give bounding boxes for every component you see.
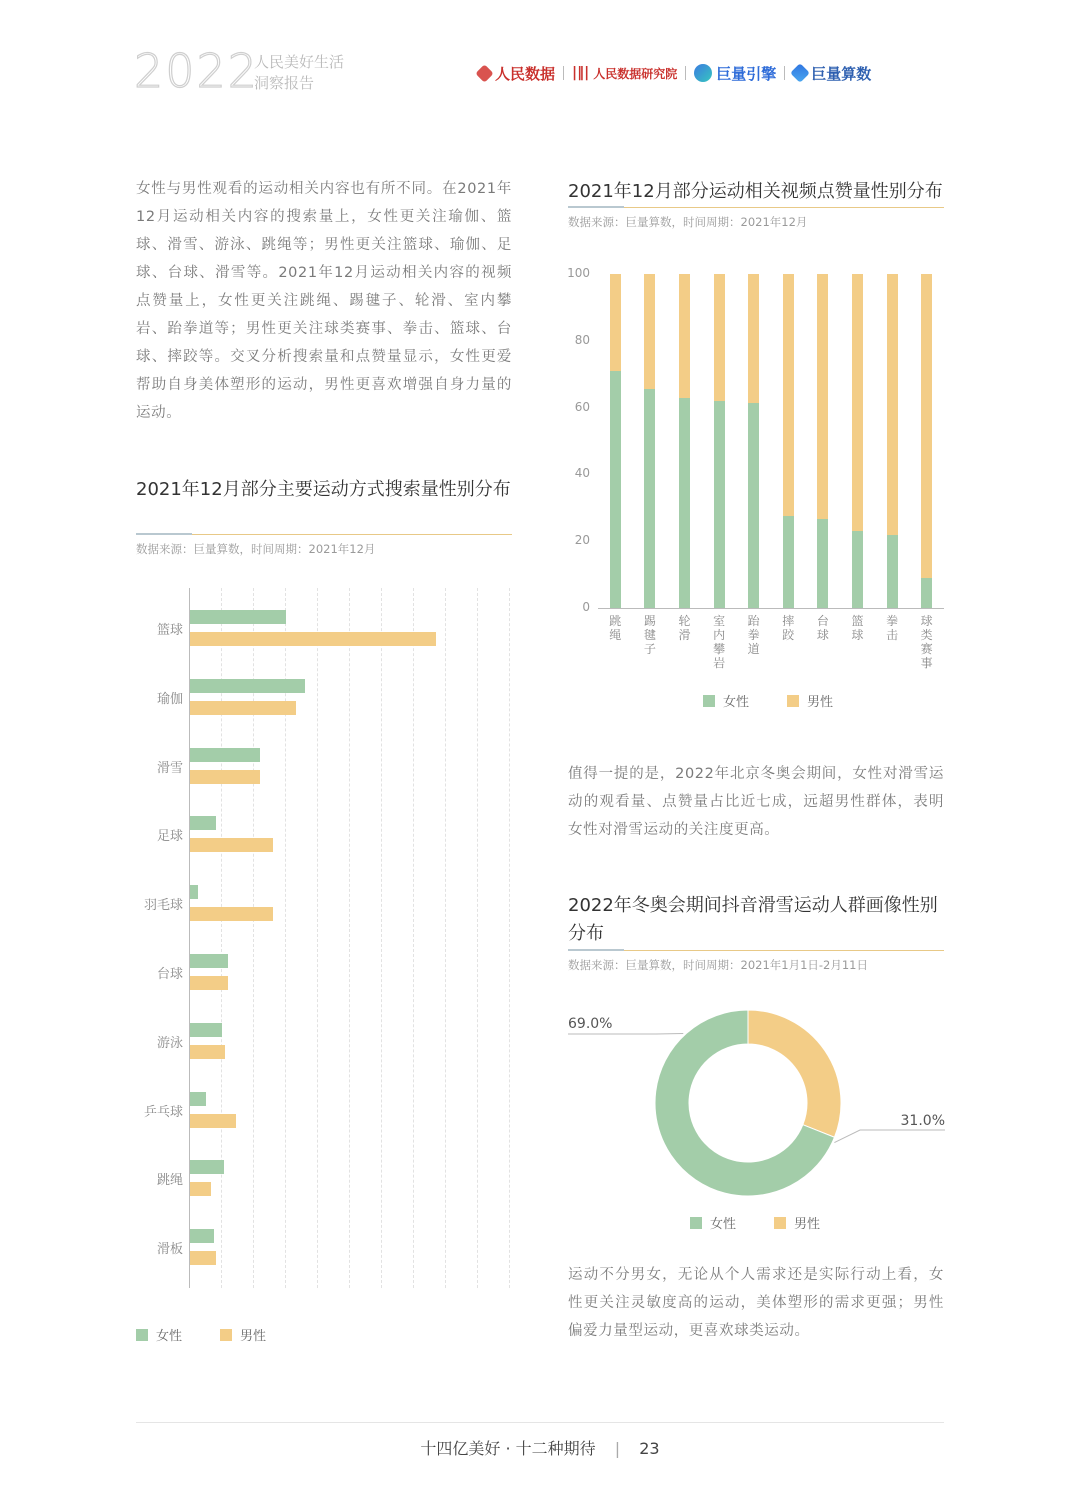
female-bar	[610, 371, 621, 608]
category-label: 室 内 攀 岩	[713, 614, 726, 670]
page-number: 23	[639, 1439, 660, 1458]
legend-male-swatch	[774, 1217, 786, 1229]
female-bar	[190, 610, 286, 624]
y-tick-label: 20	[574, 533, 590, 548]
category-label: 篮 球	[851, 614, 864, 642]
gridline	[285, 588, 286, 1288]
category-label: 羽毛球	[143, 898, 183, 914]
partner-logos	[478, 58, 871, 88]
female-bar	[190, 1023, 222, 1037]
gridline	[349, 588, 350, 1288]
female-bar	[190, 748, 260, 762]
chart2-legend	[703, 691, 833, 710]
male-bar	[887, 274, 898, 535]
legend-female: 女性	[156, 1329, 183, 1344]
male-percent-label: 31.0%	[900, 1113, 945, 1129]
male-bar	[817, 274, 828, 519]
female-bar	[921, 578, 932, 608]
footer-separator: |	[614, 1439, 621, 1458]
logo-ocean-engine: 巨量引擎	[694, 63, 776, 84]
category-label: 游泳	[156, 1035, 183, 1051]
ocean-arithmetic-icon	[790, 63, 810, 83]
legend-female-swatch	[136, 1329, 148, 1341]
female-bar	[190, 1092, 206, 1106]
female-bar	[714, 401, 725, 608]
intro-paragraph: 女性与男性观看的运动相关内容也有所不同。在2021年12月运动相关内容的搜索量上，女性更关注瑜伽、篮球、滑雪、游泳、跳绳等；男性更关注篮球、瑜伽、足球、台球、滑雪等。2021年12月运动相关内容的视频点赞量上，女性更关注跳绳、踢毽子、轮滑、室内攀岩、跆拳道等；男性更关注球类赛事、拳击、篮球、台球、摔跤等。交叉分析搜索量和点赞量显示，女性更爱帮助自身美体塑形的运动，男性更喜欢增强自身力量的运动。	[136, 181, 512, 421]
male-bar	[190, 770, 260, 784]
female-bar	[887, 535, 898, 608]
category-label: 拳 击	[886, 614, 899, 642]
gridline	[221, 588, 222, 1288]
chart2-source: 数据来源：巨量算数，时间周期：2021年12月	[568, 215, 808, 229]
report-title-line2: 洞察报告	[254, 74, 315, 92]
male-bar	[190, 1251, 216, 1265]
female-leader-line	[568, 1033, 683, 1034]
female-bar	[190, 816, 216, 830]
skiing-donut-chart	[560, 1000, 960, 1210]
soundwave-icon: |‖|	[572, 65, 590, 81]
female-percent-label: 69.0%	[568, 1016, 613, 1032]
gridline	[509, 588, 510, 1288]
bottom-paragraph: 运动不分男女，无论从个人需求还是实际行动上看，女性更关注灵敏度高的运动，美体塑形的需求更强；男性偏爱力量型运动，更喜欢球类运动。	[568, 1267, 944, 1339]
legend-female-swatch	[703, 695, 715, 707]
gridline	[413, 588, 414, 1288]
category-label: 踢 毽 子	[643, 614, 656, 656]
female-bar	[190, 679, 305, 693]
female-bar	[644, 389, 655, 608]
category-label: 跳 绳	[609, 614, 622, 642]
chart2-title: 2021年12月部分运动相关视频点赞量性别分布	[568, 181, 943, 202]
category-label: 跆 拳 道	[747, 614, 760, 656]
female-bar	[190, 954, 228, 968]
category-label: 乒乓球	[143, 1104, 183, 1120]
legend-female-swatch	[690, 1217, 702, 1229]
male-bar	[610, 274, 621, 371]
y-tick-label: 80	[574, 332, 590, 347]
female-bar	[783, 516, 794, 608]
female-bar	[190, 885, 198, 899]
male-bar	[190, 632, 436, 646]
search-volume-bar-chart	[130, 588, 520, 1288]
logo-people-data-institute: |‖| 人民数据研究院	[572, 65, 678, 81]
report-year: 2022	[134, 44, 260, 98]
male-bar	[190, 701, 296, 715]
male-slice	[748, 1010, 841, 1137]
female-bar	[679, 398, 690, 608]
y-tick-label: 40	[574, 466, 590, 481]
category-label: 篮球	[156, 623, 183, 638]
people-data-icon	[475, 64, 493, 82]
logo-people-data: 人民数据	[478, 63, 555, 84]
legend-male-swatch	[787, 695, 799, 707]
male-bar	[644, 274, 655, 389]
middle-paragraph: 值得一提的是，2022年北京冬奥会期间，女性对滑雪运动的观看量、点赞量占比近七成，远超男性群体，表明女性对滑雪运动的关注度更高。	[568, 766, 944, 838]
male-leader-line	[834, 1130, 945, 1143]
female-bar	[190, 1229, 214, 1243]
report-title-line1: 人民美好生活	[254, 53, 345, 71]
ocean-engine-icon	[694, 64, 712, 82]
legend-female: 女性	[723, 695, 750, 710]
category-label: 瑜伽	[156, 691, 183, 707]
male-bar	[190, 976, 228, 990]
category-label: 台 球	[816, 614, 829, 642]
gridline	[445, 588, 446, 1288]
male-bar	[190, 1182, 211, 1196]
category-label: 轮 滑	[678, 614, 691, 642]
category-label: 跳绳	[156, 1173, 183, 1189]
male-bar	[714, 274, 725, 401]
category-label: 摔 跤	[782, 614, 795, 642]
legend-male: 男性	[240, 1329, 267, 1344]
y-tick-label: 60	[574, 399, 590, 414]
male-bar	[783, 274, 794, 516]
footer	[0, 1436, 1080, 1459]
male-bar	[679, 274, 690, 398]
category-label: 球 类 赛 事	[920, 614, 933, 670]
gridline	[253, 588, 254, 1288]
legend-male-swatch	[220, 1329, 232, 1341]
legend-female: 女性	[710, 1217, 737, 1232]
chart1-title: 2021年12月部分主要运动方式搜索量性别分布	[136, 479, 511, 500]
legend-male: 男性	[807, 695, 834, 710]
category-label: 滑雪	[156, 760, 183, 776]
footer-divider	[136, 1422, 944, 1423]
male-bar	[190, 1114, 236, 1128]
male-bar	[921, 274, 932, 578]
y-tick-label: 100	[567, 266, 590, 280]
chart3-source: 数据来源：巨量算数，时间周期：2021年1月1日-2月11日	[568, 958, 868, 972]
male-bar	[190, 838, 273, 852]
likes-stacked-bar-chart	[560, 262, 950, 682]
gridline	[477, 588, 478, 1288]
female-bar	[748, 403, 759, 608]
female-bar	[190, 1160, 224, 1174]
male-bar	[748, 274, 759, 403]
gridline	[381, 588, 382, 1288]
male-bar	[190, 907, 273, 921]
footer-text: 十四亿美好 · 十二种期待	[420, 1439, 596, 1458]
female-bar	[852, 531, 863, 608]
chart1-source: 数据来源：巨量算数，时间周期：2021年12月	[136, 542, 376, 556]
male-bar	[190, 1045, 225, 1059]
female-bar	[817, 519, 828, 608]
category-label: 足球	[156, 829, 183, 845]
gridline	[317, 588, 318, 1288]
category-label: 台球	[156, 967, 183, 982]
donut-svg	[560, 1000, 960, 1210]
chart3-title: 2022年冬奥会期间抖音滑雪运动人群画像性别分布	[568, 895, 938, 944]
legend-male: 男性	[794, 1217, 821, 1232]
x-axis	[598, 608, 944, 609]
logo-ocean-arithmetic: 巨量算数	[793, 63, 871, 84]
category-label: 滑板	[156, 1242, 183, 1258]
chart3-legend	[690, 1213, 820, 1232]
male-bar	[852, 274, 863, 531]
chart1-legend	[136, 1325, 266, 1344]
y-tick-label: 0	[582, 600, 590, 614]
